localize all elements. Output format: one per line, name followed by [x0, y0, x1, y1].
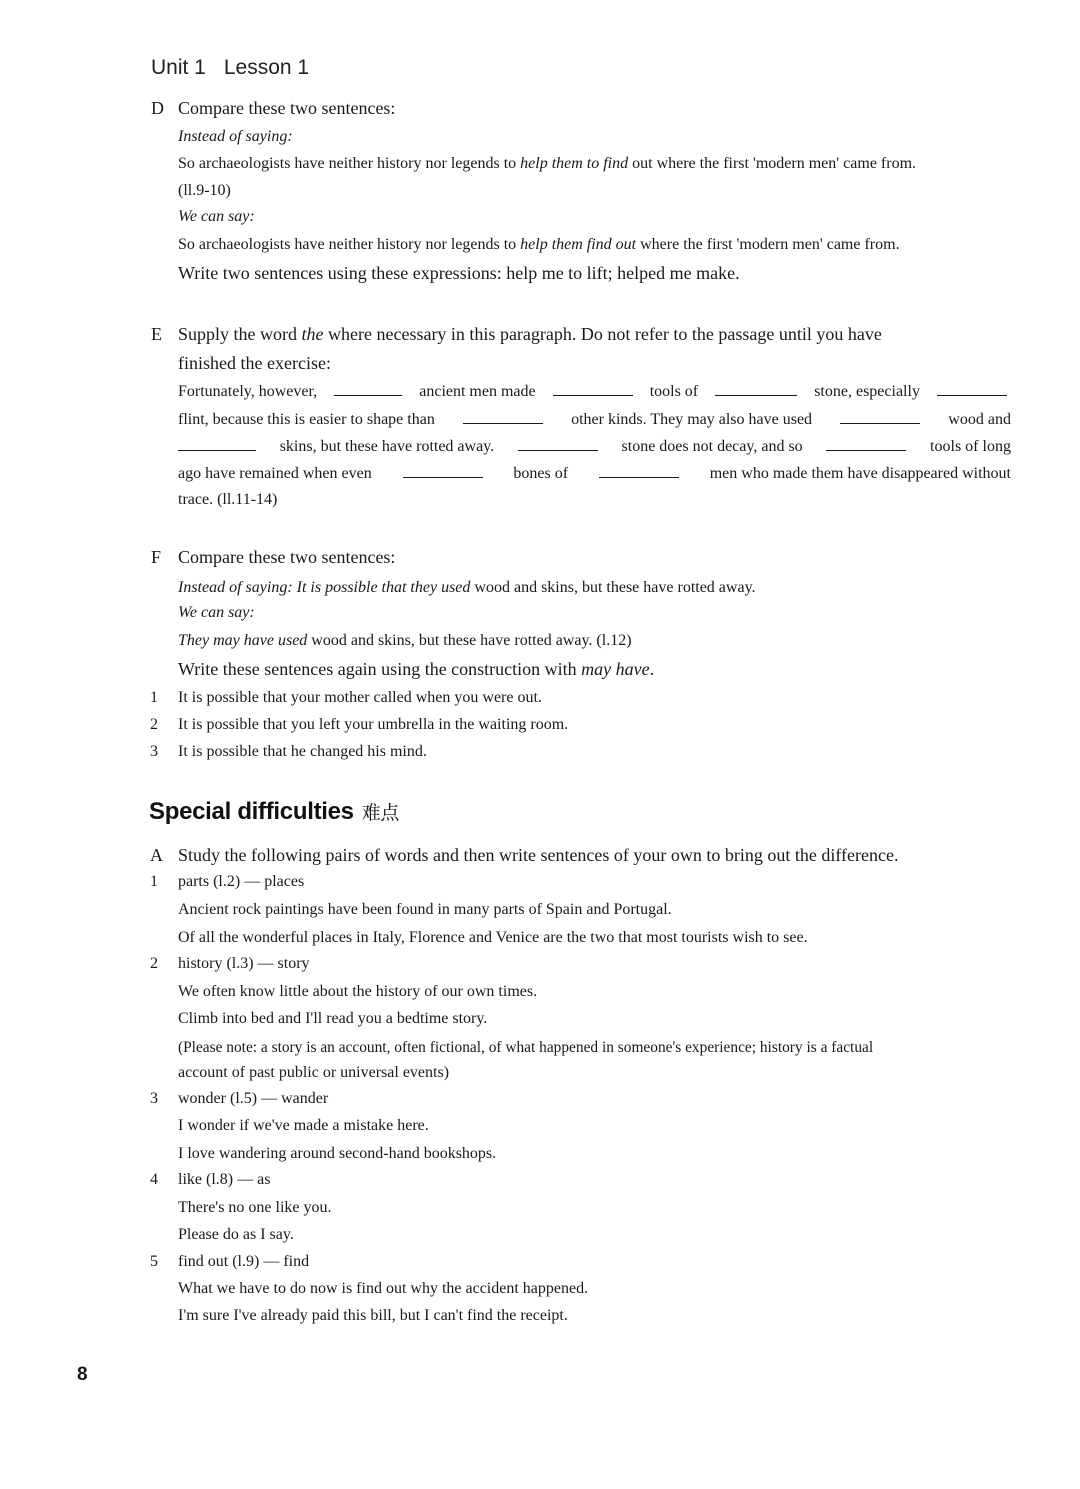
lesson-label: Lesson 1 [223, 56, 310, 79]
answer-blank[interactable] [403, 467, 483, 478]
section-heading-chinese: 难点 [361, 802, 400, 824]
pair-number: 1 [150, 873, 158, 890]
pair-number: 2 [150, 955, 158, 972]
example-sentence: I love wandering around second-hand bookshops. [178, 1145, 497, 1162]
section-e-intro: Supply the word the where necessary in this paragraph. Do not refer to the passage until you have [178, 324, 882, 344]
section-a-intro: Study the following pairs of words and then write sentences of your own to bring out the difference. [178, 845, 899, 865]
section-d-instead-label: Instead of saying: [178, 128, 293, 145]
section-f-task: Write these sentences again using the construction with may have. [178, 659, 655, 679]
exercise-line-1: Fortunately, however, ancient men made tools of stone, especially [178, 383, 1011, 401]
answer-blank[interactable] [599, 467, 679, 478]
example-sentence: We often know little about the history of our own times. [178, 983, 538, 1000]
pair-heading: find out (l.9) — find [178, 1253, 310, 1270]
example-sentence: I wonder if we've made a mistake here. [178, 1117, 429, 1134]
pair-heading: like (l.8) — as [178, 1171, 271, 1188]
example-sentence: I'm sure I've already paid this bill, but I can't find the receipt. [178, 1307, 568, 1324]
unit-label: Unit 1 [151, 56, 206, 79]
pair-number: 4 [150, 1171, 158, 1188]
section-f-letter: F [151, 547, 162, 567]
pair-heading: wonder (l.5) — wander [178, 1090, 329, 1107]
list-item-number: 2 [150, 716, 158, 733]
list-item: It is possible that your mother called when you were out. [178, 689, 542, 706]
section-d-instead-sentence: So archaeologists have neither history nor legends to help them to find out where the first 'modern men' came from. [178, 155, 917, 172]
pair-heading: parts (l.2) — places [178, 873, 305, 890]
section-d-wecan-label: We can say: [178, 208, 255, 225]
exercise-line-3: skins, but these have rotted away. stone does not decay, and so tools of long [178, 438, 1011, 456]
exercise-line-2: flint, because this is easier to shape than other kinds. They may also have used wood and [178, 411, 1011, 428]
answer-blank[interactable] [937, 385, 1007, 396]
section-d-intro: Compare these two sentences: [178, 98, 396, 118]
page-number: 8 [77, 1364, 88, 1385]
usage-note-end: account of past public or universal events) [178, 1064, 450, 1081]
unit-lesson-header [151, 56, 309, 80]
list-item: It is possible that you left your umbrella in the waiting room. [178, 716, 569, 733]
section-e-letter: E [151, 324, 162, 344]
section-d-instead-ref: (ll.9-10) [178, 182, 231, 199]
example-sentence: Ancient rock paintings have been found in many parts of Spain and Portugal. [178, 901, 672, 918]
answer-blank[interactable] [334, 385, 402, 396]
list-item-number: 1 [150, 689, 158, 706]
section-a-letter: A [150, 845, 163, 865]
answer-blank[interactable] [826, 440, 906, 451]
list-item-number: 3 [150, 743, 158, 760]
answer-blank[interactable] [553, 385, 633, 396]
section-e-intro-line2: finished the exercise: [178, 353, 331, 373]
section-f-instead-sentence: Instead of saying: It is possible that they used wood and skins, but these have rotted away. [178, 579, 756, 596]
answer-blank[interactable] [518, 440, 598, 451]
example-sentence: What we have to do now is find out why the accident happened. [178, 1280, 589, 1297]
section-f-wecan-sentence: They may have used wood and skins, but these have rotted away. (l.12) [178, 632, 632, 649]
section-d-task: Write two sentences using these expressions: help me to lift; helped me make. [178, 263, 740, 283]
answer-blank[interactable] [463, 413, 543, 424]
answer-blank[interactable] [840, 413, 920, 424]
answer-blank[interactable] [715, 385, 797, 396]
list-item: It is possible that he changed his mind. [178, 743, 427, 760]
exercise-line-5: trace. (ll.11-14) [178, 491, 278, 508]
usage-note: (Please note: a story is an account, often fictional, of what happened in someone's experience; history is a factual [178, 1039, 874, 1056]
pair-number: 3 [150, 1090, 158, 1107]
section-heading: Special difficulties 难点 [149, 798, 400, 825]
section-d-letter: D [151, 98, 164, 118]
section-d-wecan-sentence: So archaeologists have neither history nor legends to help them find out where the first 'modern men' came from. [178, 236, 900, 253]
pair-number: 5 [150, 1253, 158, 1270]
example-sentence: Climb into bed and I'll read you a bedtime story. [178, 1010, 488, 1027]
exercise-line-4: ago have remained when even bones of men who made them have disappeared without [178, 465, 1011, 482]
example-sentence: Please do as I say. [178, 1226, 294, 1243]
example-sentence: Of all the wonderful places in Italy, Florence and Venice are the two that most tourists wish to see. [178, 929, 808, 946]
example-sentence: There's no one like you. [178, 1199, 332, 1216]
pair-heading: history (l.3) — story [178, 955, 310, 972]
answer-blank[interactable] [178, 440, 256, 451]
section-f-wecan-label: We can say: [178, 604, 255, 621]
section-f-intro: Compare these two sentences: [178, 547, 396, 567]
